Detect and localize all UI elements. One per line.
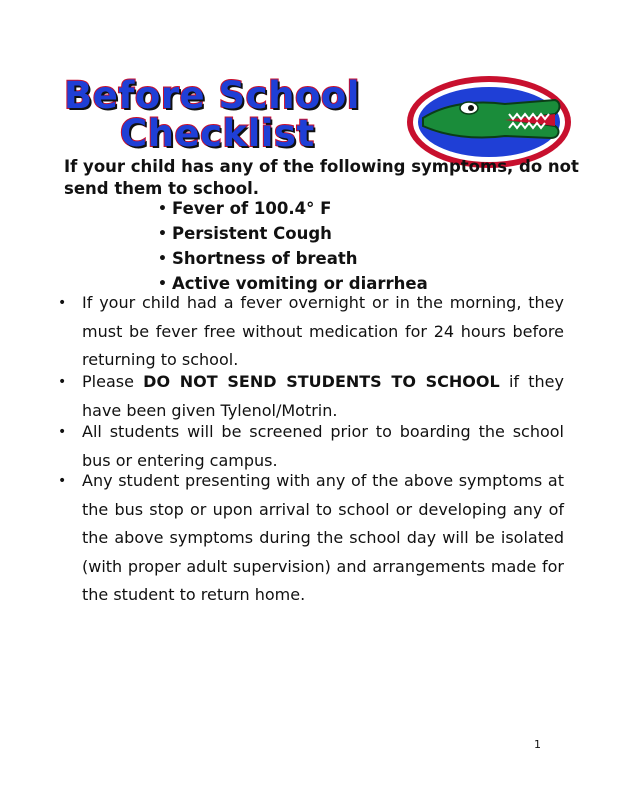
list-item: • All students will be screened prior to boarding the school bus or entering campus. xyxy=(82,418,564,475)
bullet-icon: • xyxy=(158,251,167,267)
bullet-icon: • xyxy=(158,226,167,242)
symptom-item: • Persistent Cough xyxy=(158,224,332,243)
bullet-icon: • xyxy=(58,374,67,390)
list-item: • Please DO NOT SEND STUDENTS TO SCHOOL if they have been given Tylenol/Motrin. xyxy=(82,368,564,425)
bullet-icon: • xyxy=(58,424,67,440)
emphasis-text: DO NOT SEND STUDENTS TO SCHOOL xyxy=(143,372,500,391)
intro-text: If your child has any of the following symptoms, do not send them to school. xyxy=(64,157,579,198)
bullet-icon: • xyxy=(58,473,67,489)
symptom-item: • Fever of 100.4° F xyxy=(158,199,332,218)
symptom-item: • Active vomiting or diarrhea xyxy=(158,274,428,293)
page-number: 1 xyxy=(534,738,541,751)
bullet-icon: • xyxy=(58,295,67,311)
title-line-1: Before School xyxy=(64,74,360,117)
list-item: • Any student presenting with any of the above symptoms at the bus stop or upon arrival to school or developing any of the above symptoms during the school day will be isolated (with proper adult supervision) and arrangements made for the student to return home. xyxy=(82,467,564,610)
title-line-2: Checklist xyxy=(120,112,315,155)
list-item: • If your child had a fever overnight or in the morning, they must be fever free without medication for 24 hours before returning to school. xyxy=(82,289,564,375)
bullet-icon: • xyxy=(158,201,167,217)
symptom-item: • Shortness of breath xyxy=(158,249,358,268)
bullet-icon: • xyxy=(158,276,167,292)
